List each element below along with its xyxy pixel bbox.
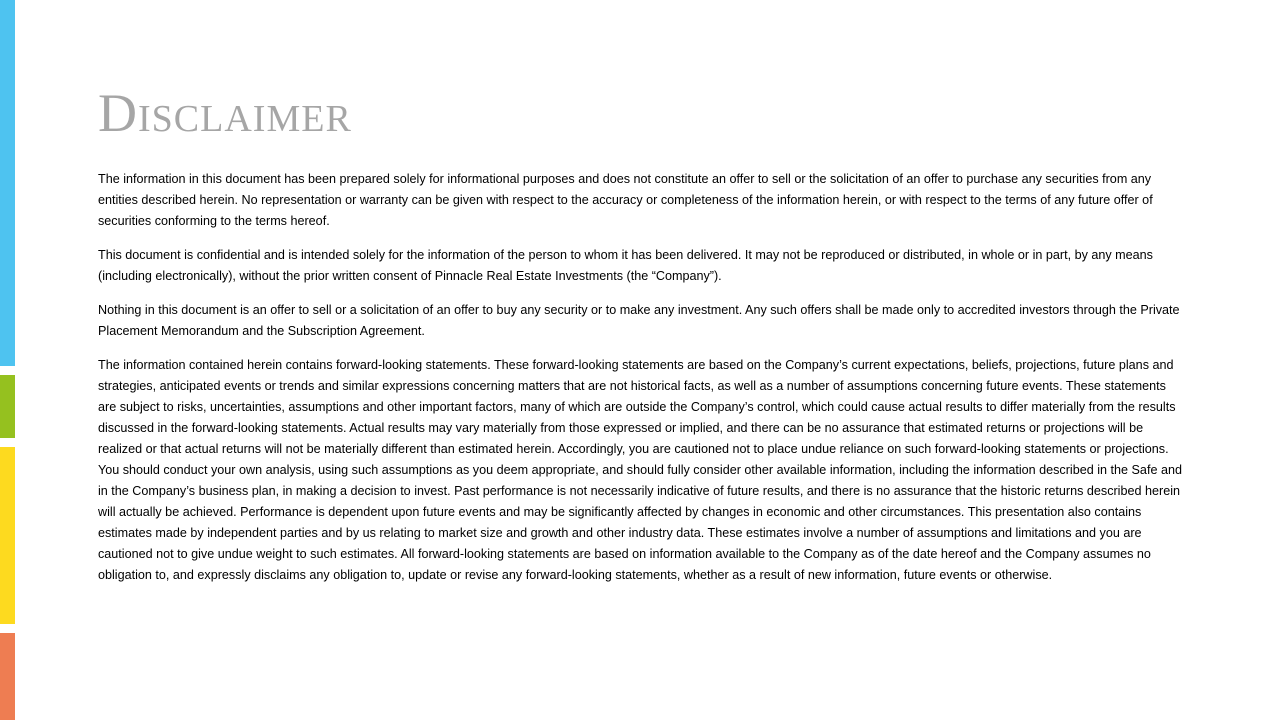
disclaimer-paragraph: Nothing in this document is an offer to sell or a solicitation of an offer to buy any security or to make any investment. Any such offers shall be made only to accredited investors through the Private Placement Memorandum and the Subscription Agreement. xyxy=(98,303,1180,338)
disclaimer-paragraph: The information contained herein contains forward-looking statements. These forward-looking statements are based on the Company’s current expectations, beliefs, projections, future plans and strategies, anticipated events or trends and similar expressions concerning matters that are not historical facts, as well as a number of assumptions concerning future events. These statements are subject to risks, uncertainties, assumptions and other important factors, many of which are outside the Company’s control, which could cause actual results to differ materially from the results discussed in the forward-looking statements. Actual results may vary materially from those expressed or implied, and there can be no assurance that estimated returns or projections will be realized or that actual returns will not be materially different than estimated herein. Accordingly, you are cautioned not to place undue reliance on such forward-looking statements or projections. You should conduct your own analysis, using such assumptions as you deem appropriate, and should fully consider other available information, including the information described in the Safe and in the Company’s business plan, in making a decision to invest. Past performance is not necessarily indicative of future results, and there is no assurance that the historic returns described herein will actually be achieved. Performance is dependent upon future events and may be significantly affected by changes in economic and other circumstances. This presentation also contains estimates made by independent parties and by us relating to market size and growth and other industry data. These estimates involve a number of assumptions and limitations and you are cautioned not to give undue weight to such estimates. All forward-looking statements are based on information available to the Company as of the date hereof and the Company assumes no obligation to, and expressly disclaims any obligation to, update or revise any forward-looking statements, whether as a result of new information, future events or otherwise. xyxy=(98,358,1182,582)
disclaimer-body xyxy=(98,169,1184,599)
slide-title: Disclaimer xyxy=(98,83,352,143)
disclaimer-paragraph: This document is confidential and is intended solely for the information of the person to whom it has been delivered. It may not be reproduced or distributed, in whole or in part, by any means (including electronically), without the prior written consent of Pinnacle Real Estate Investments (the “Company”). xyxy=(98,248,1153,283)
accent-bar-green xyxy=(0,375,15,438)
accent-bar-yellow xyxy=(0,447,15,624)
accent-bar-orange xyxy=(0,633,15,720)
disclaimer-paragraph: The information in this document has been prepared solely for informational purposes and does not constitute an offer to sell or the solicitation of an offer to purchase any securities from any entities described herein. No representation or warranty can be given with respect to the accuracy or completeness of the information herein, or with respect to the terms of any future offer of securities conforming to the terms hereof. xyxy=(98,172,1153,228)
accent-bar-blue xyxy=(0,0,15,366)
